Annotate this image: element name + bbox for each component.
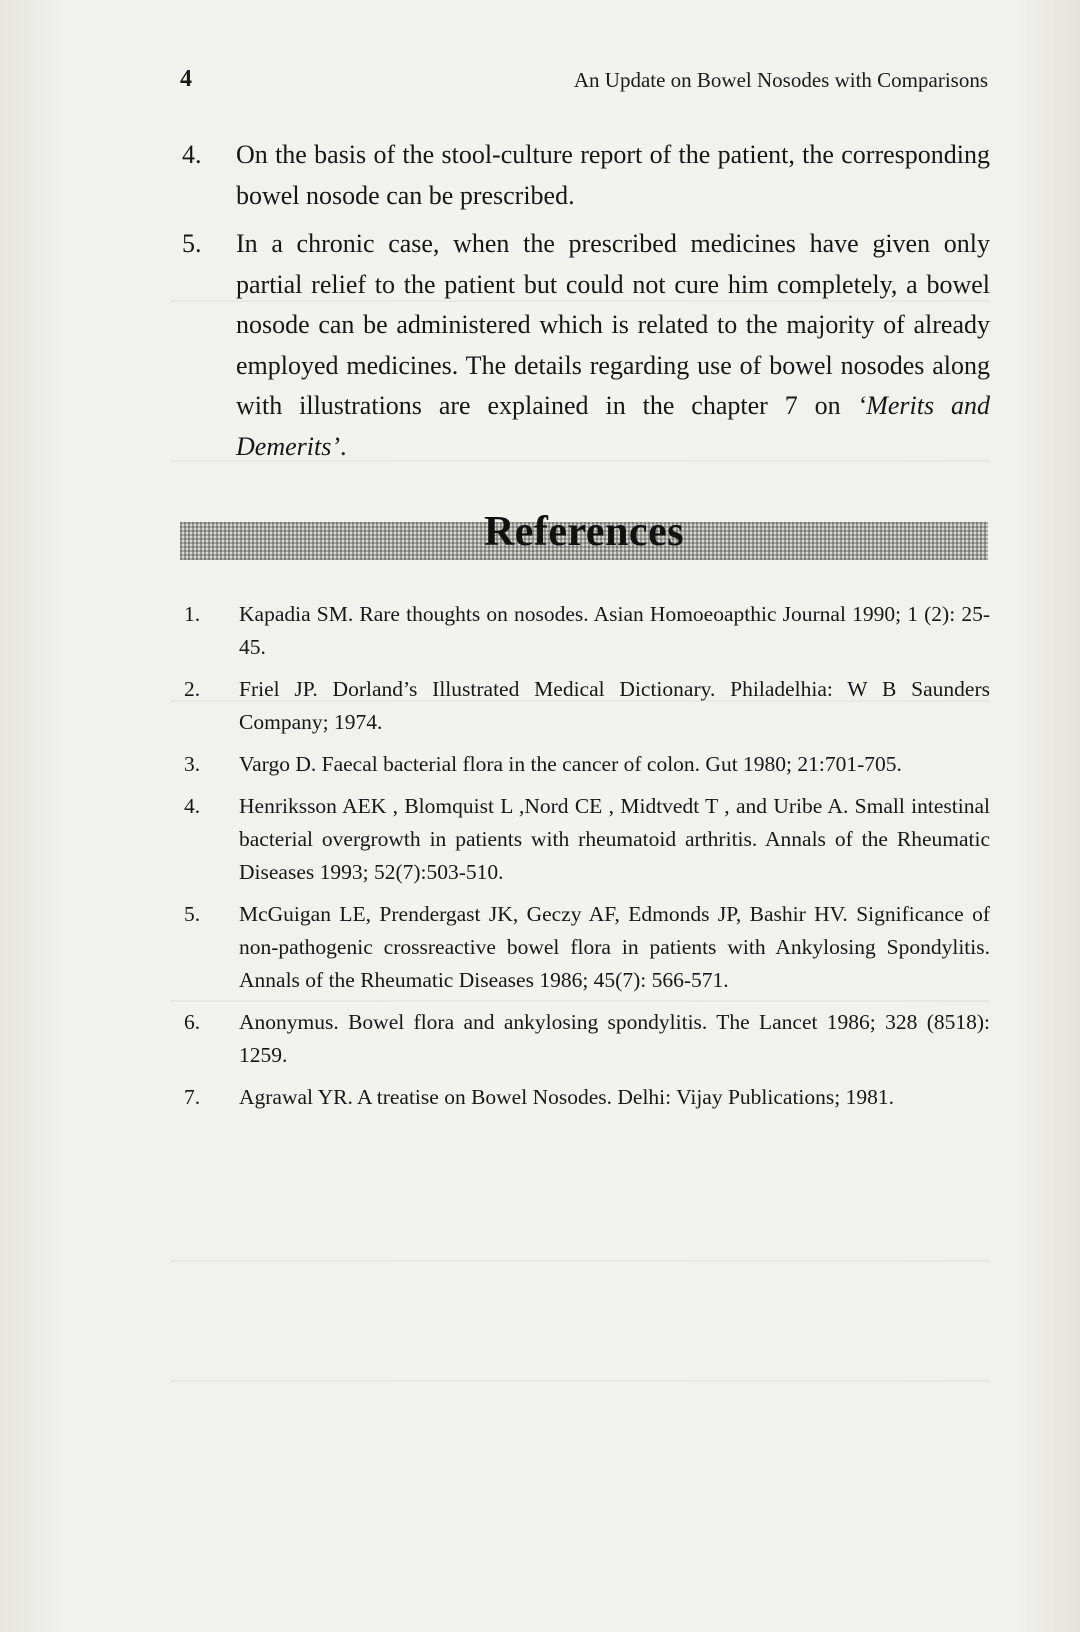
item-text: On the basis of the stool-culture report of the patient, the corresponding bowel nosode can be prescribed. xyxy=(236,140,990,210)
reference-item xyxy=(182,1081,990,1114)
reference-item xyxy=(182,673,990,739)
reference-number: 5. xyxy=(184,902,201,926)
reference-item xyxy=(182,748,990,781)
reference-number: 6. xyxy=(184,1010,201,1034)
reference-text: Henriksson AEK , Blomquist L ,Nord CE , Midtvedt T , and Uribe A. Small intestinal bacterial overgrowth in patients with rheumatoid arthritis. Annals of the Rheumatic Diseases 1993; 52(7):503-510. xyxy=(239,794,990,884)
list-item xyxy=(182,135,990,216)
reference-text: McGuigan LE, Prendergast JK, Geczy AF, Edmonds JP, Bashir HV. Significance of non-pathogenic crossreactive bowel flora in patients with Ankylosing Spondylitis. Annals of the Rheumatic Diseases 1986; 45(7): 566-571. xyxy=(239,902,990,992)
reference-number: 3. xyxy=(184,752,201,776)
references-heading-block xyxy=(180,508,988,572)
running-title: An Update on Bowel Nosodes with Comparisons xyxy=(573,68,988,92)
bleed-through-line xyxy=(170,1260,990,1262)
reference-item xyxy=(182,1006,990,1072)
item-text-end: . xyxy=(339,431,347,461)
page-header xyxy=(180,66,988,106)
chapter-title: ‘Merits and Demerits’ xyxy=(236,391,991,461)
references-list xyxy=(182,598,990,1123)
list-item xyxy=(182,224,990,467)
reference-text: Vargo D. Faecal bacterial flora in the cancer of colon. Gut 1980; 21:701-705. xyxy=(239,752,902,776)
reference-number: 2. xyxy=(184,677,201,701)
reference-text: Anonymus. Bowel flora and ankylosing spondylitis. The Lancet 1986; 328 (8518): 1259. xyxy=(239,1010,990,1067)
reference-text: Agrawal YR. A treatise on Bowel Nosodes. Delhi: Vijay Publications; 1981. xyxy=(239,1085,894,1109)
item-text: In a chronic case, when the prescribed medicines have given only partial relief to the patient but could not cure him completely, a bowel nosode can be administered which is related to the majority of already employed medicines. The details regarding use of bowel nosodes along with illustrations are explained in the chapter 7 on xyxy=(236,229,990,420)
reference-number: 4. xyxy=(184,794,201,818)
reference-text: Kapadia SM. Rare thoughts on nosodes. Asian Homoeoapthic Journal 1990; 1 (2): 25-45. xyxy=(239,602,990,659)
item-number: 5. xyxy=(182,229,202,258)
reference-item xyxy=(182,898,990,997)
references-heading: References xyxy=(483,509,685,555)
item-number: 4. xyxy=(182,140,202,169)
reference-number: 1. xyxy=(184,602,201,626)
page-number: 4 xyxy=(180,66,192,92)
reference-item xyxy=(182,598,990,664)
reference-text: Friel JP. Dorland’s Illustrated Medical Dictionary. Philadelhia: W B Saunders Company; 1974. xyxy=(239,677,990,734)
reference-item xyxy=(182,790,990,889)
reference-number: 7. xyxy=(184,1085,201,1109)
bleed-through-line xyxy=(170,1380,990,1382)
numbered-points xyxy=(182,135,990,475)
